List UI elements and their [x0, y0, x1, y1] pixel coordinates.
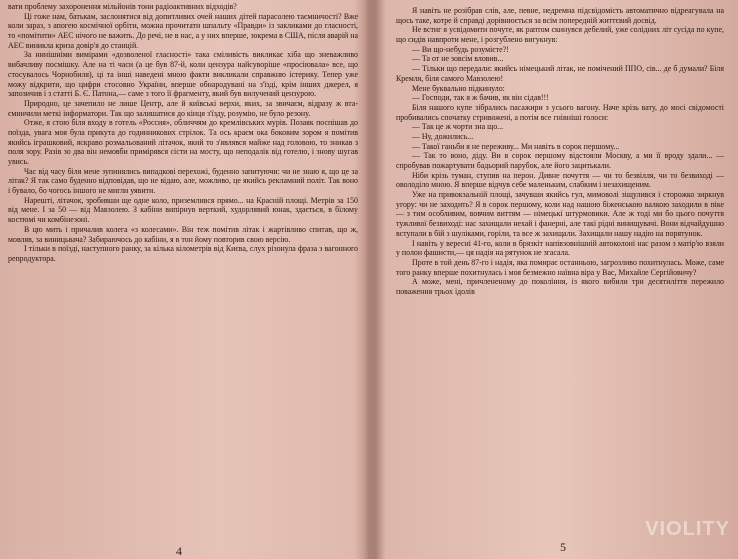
paragraph: Отже, я стою біля входу в готель «Россия», обличчям до кремлівських мурів. Позаяк поспішав до поїзда, увага моя була прикута до годинникових стрілок. Та ось краєм ока боковим зором я помітив якийсь іграшковий, яскраво розмальований літачок, який то з'являвся майже над головою, то зникав з поля зору. Разів зо два він немовби примірявся сісти на мосту, що неподалік від готелю, і знову шугав увись.	[8, 118, 358, 166]
paragraph: За нинішніми вимірами «дозволеної гласності» така сміливість викликає хіба що зневажливо вибачливу посмішку. Але на ті часи (а це був 87-й, коли цензура найсуворіше «просіювала» все, що стосувалось Чорнобиля), ці та інші наведені мною факти викликали справжню істерику. Тепер уже можу відкрити, що цифри стосовно України, вперше обнародувані на з'їзді, крім інших джерел, я запозичив і з статті Б. Є. Патона,— саме з того її фрагменту, який був вилучений цензурою.	[8, 50, 358, 99]
dialogue-line: — Так це ж чорти зна що...	[412, 122, 504, 132]
dialogue-line: — Господи, так я ж бачив, як він сідав!!!	[412, 93, 549, 103]
dialogue-line: — Такої ганьби я не переживу... Ми навіть в сорок першому...	[412, 141, 620, 151]
book-gutter	[364, 0, 386, 559]
paragraph: І навіть у вересні 41-го, коли в брязкіт напівзовнішній автоколоні нас разом з матір'ю взяли у полон фашисти,— ця надія на рятунок не згасала.	[396, 238, 724, 258]
paragraph: Уже на привокзальній площі, зачувши якийсь гул, мимоволі зіщулився і сторожко зиркнув угору: чи не заходить? Я в сорок першому, коли над нашою біженською валкою заходили в піке — з тим особливим, вовчим виттям — німецькі штурмовики. Але ж тоді ми бо цього почуття тужливої безвиході: нас захищали нехай і фанерні, але такі рідні винищувачі. Вони відчайдушно вступали в бій з шуліками, горіли, та все ж захищали. Захищали нашу надію на порятунок.	[396, 190, 724, 238]
dialogue-line: — Ну, дожились...	[412, 131, 474, 141]
dialogue-line: — Та от не зовсім вловив...	[412, 54, 504, 64]
paragraph: Ці гоже нам, батькам, заслонятися від допитливих очей наших дітей парасолею таємничості? Вже коли зараз, з апогею космічної орбіти, можна прочитати шпальту «Правди» із закликами до гласності, то «помітити» АЕС нічого не важить. До речі, не в нас, а у них вперше, зокрема в США, після аварій на АЕС виникла криза довір'я до станцій.	[8, 11, 358, 50]
page-number-left: 4	[176, 544, 182, 558]
left-page	[8, 0, 358, 559]
paragraph: Природно, це зачепило не лише Центр, але й київські верхи, яких, за звичаєм, відразу ж втаємничили меткі інформатори. Так що залишатися до кінця з'їзду, розумію, не було резону.	[8, 98, 358, 118]
watermark: VIOLITY	[645, 518, 730, 540]
paragraph: І тільки в поїзді, наступного ранку, за кілька кілометрів від Києва, слух різонула фраза з вагонного репродуктора.	[8, 244, 358, 263]
paragraph: вати проблему захоронення мільйонів тони радіоактивних відходів?	[8, 2, 237, 11]
paragraph: В цю мить і причалив колега «з колесами». Він теж помітив літак і жартівливо спитав, що ж, мовляв, за виницьвача? Забираючось до кабіни, я в тон йому повторив свою версію.	[8, 224, 358, 244]
paragraph: Проте в той день 87-го і надія, яка помирає останньою, загрозливо похитнулась. Може, саме того ранку вперше похитнулась і моя безмежно наївна віра у Вас, Михайле Сергійовичу?	[396, 257, 724, 277]
paragraph: Біля нашого купе зібрались пасажири з усього вагону. Наче крізь вату, до мосі свідомості пробивались спочатку стривожені, а потім все гнівніші голоси:	[396, 102, 724, 122]
dialogue-line: — Ви що-небудь розумієте?!	[412, 44, 509, 54]
paragraph: Час від часу біля мене зупинялись випадкові перехожі, буденно запитуючи: чи не знаю я, що це за літак? Я так само буденно відповідав, що не відаю, але, можливо, це якийсь рекламний політ. Так воно і бувало, бо чогось іншого не мигли уявити.	[8, 166, 358, 196]
paragraph: Нарешті, літачок, зробивши ще одне коло, приземлився прямо... на Красній площі. Метрів за 150 від мене. І за 50 — від Мавзолею. З кабіни випірнув верткий, худорлявий юнак, здається, в білому костюмі чи комбінезоні.	[8, 195, 358, 225]
page-number-right: 5	[560, 540, 566, 554]
dialogue-line: — Тільки що передали: якийсь німецький літак, не помічений ППО, сів... де б думали? Біля Кремля, біля самого Мавзолею!	[396, 64, 724, 83]
paragraph: Мене буквально підкинуло:	[412, 83, 505, 93]
paragraph: Не встиг я усвідомити почуте, як раптом скинувся дебелий, уже солідних літ сусіда по купе, що сидів навпроти мене, і розгублено вигукнув:	[396, 25, 724, 45]
paragraph: Ніби крізь туман, ступив на перон. Дивне почуття — чи то безвілля, чи то безвиході — оволоділо мною. Я вперше відчув себе маленьким, слабким і незахищеним.	[396, 170, 724, 190]
paragraph: Я навіть не розібрав слів, але, певне, недремна підсвідомість автоматично відреагувала на щось таке, котре й справді дорівнюється за всім попередній життєвий досвід.	[396, 6, 724, 25]
dialogue-line: — Так то воно, діду. Ви в сорок першому відстояли Москву, а ми її вроду здали... — спробував пожартувати бадьорий парубок, але його зацитькали.	[396, 151, 724, 170]
right-page	[396, 0, 724, 559]
paragraph: А може, мені, причлененому до покоління, із якого вибили три десятиліття пережило поваження трьох ідолів	[396, 277, 724, 296]
